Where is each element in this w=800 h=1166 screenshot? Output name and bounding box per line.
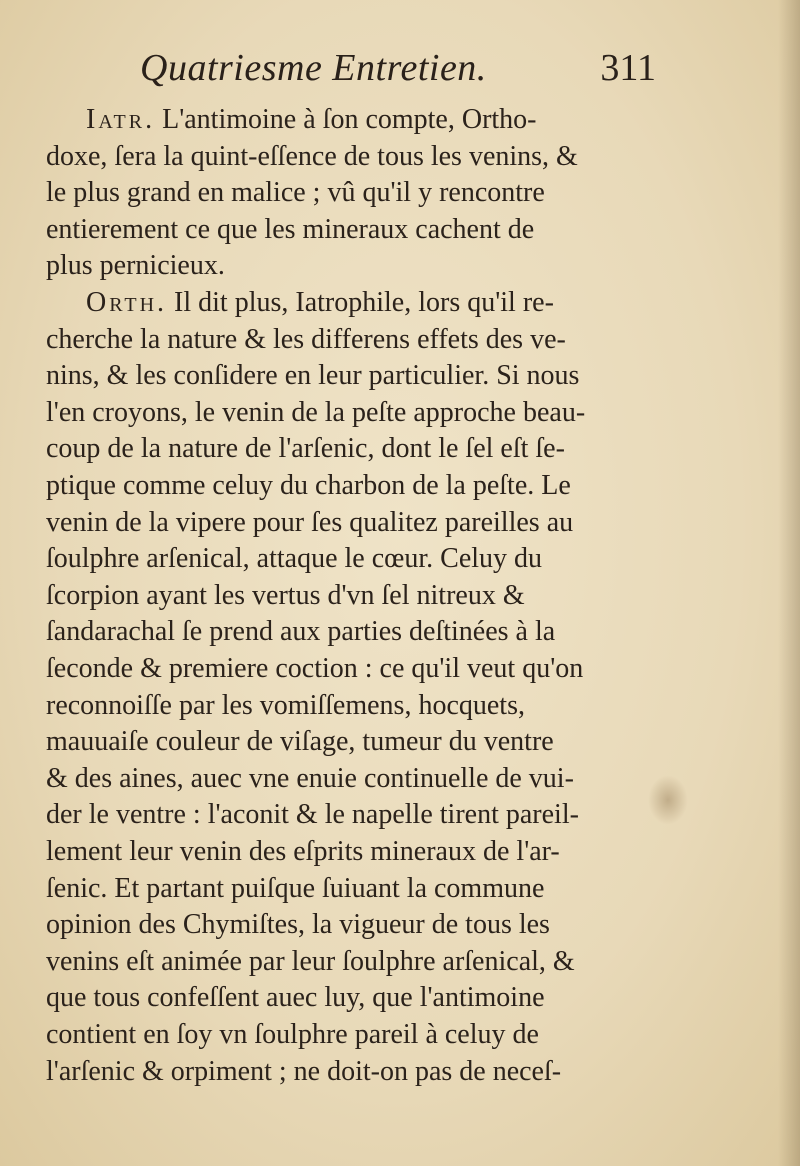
line-text: L'antimoine à ſon compte, Ortho- [162, 104, 537, 135]
text-line: ſeconde & premiere coction : ce qu'il veut qu'on [46, 653, 584, 684]
speaker-label: Orth. [86, 287, 168, 318]
text-line: cherche la nature & les differens effets des ve- [46, 323, 566, 355]
text-line: contient en ſoy vn ſoulphre pareil à celuy de [46, 1019, 539, 1050]
text-line: venin de la vipere pour ſes qualitez pareilles au [46, 506, 574, 538]
text-line [86, 102, 656, 139]
text-line: doxe, ſera la quint-eſſence de tous les venins, & [46, 140, 578, 172]
text-line: ſenic. Et partant puiſque ſuiuant la commune [46, 872, 545, 904]
text-line: reconnoiſſe par les vomiſſemens, hocquets, [46, 689, 525, 721]
text-line: que tous confeſſent auec luy, que l'antimoine [46, 982, 545, 1014]
text-line: le plus grand en malice ; vû qu'il y rencontre [46, 177, 545, 209]
running-title: Quatriesme Entretien. [140, 47, 487, 89]
text-line: & des aines, auec vne enuie continuelle de vui- [46, 762, 574, 794]
text-line: opinion des Chymiſtes, la vigueur de tous les [46, 909, 550, 941]
page-number: 311 [600, 47, 656, 89]
text-line: ſoulphre arſenical, attaque le cœur. Celuy du [46, 543, 543, 575]
text-line: plus pernicieux. [46, 250, 225, 282]
text-line: entierement ce que les mineraux cachent de [46, 213, 535, 245]
page-header [140, 40, 660, 96]
page-gutter-shadow [778, 0, 800, 1166]
text-line: venins eſt animée par leur ſoulphre arſenical, & [46, 945, 575, 977]
text-line: l'arſenic & orpiment ; ne doit-on pas de neceſ- [46, 1055, 562, 1087]
text-line: der le ventre : l'aconit & le napelle tirent pareil- [46, 799, 579, 831]
text-line: nins, & les conſidere en leur particulier. Si nous [46, 360, 580, 392]
text-line: ſcorpion ayant les vertus d'vn ſel nitreux & [46, 579, 525, 611]
text-line: mauuaiſe couleur de viſage, tumeur du ventre [46, 726, 554, 758]
text-line: l'en croyons, le venin de la peſte approche beau- [46, 396, 586, 428]
text-line: ptique comme celuy du charbon de la peſte. Le [46, 470, 571, 501]
text-line: lement leur venin des eſprits mineraux de l'ar- [46, 836, 560, 867]
text-line: ſandarachal ſe prend aux parties deſtinées à la [46, 616, 556, 648]
text-line [86, 285, 656, 322]
line-text: Il dit plus, Iatrophile, lors qu'il re- [174, 287, 554, 318]
speaker-label: Iatr. [86, 104, 156, 135]
text-line: coup de la nature de l'arſenic, dont le ſel eſt ſe- [46, 433, 565, 465]
